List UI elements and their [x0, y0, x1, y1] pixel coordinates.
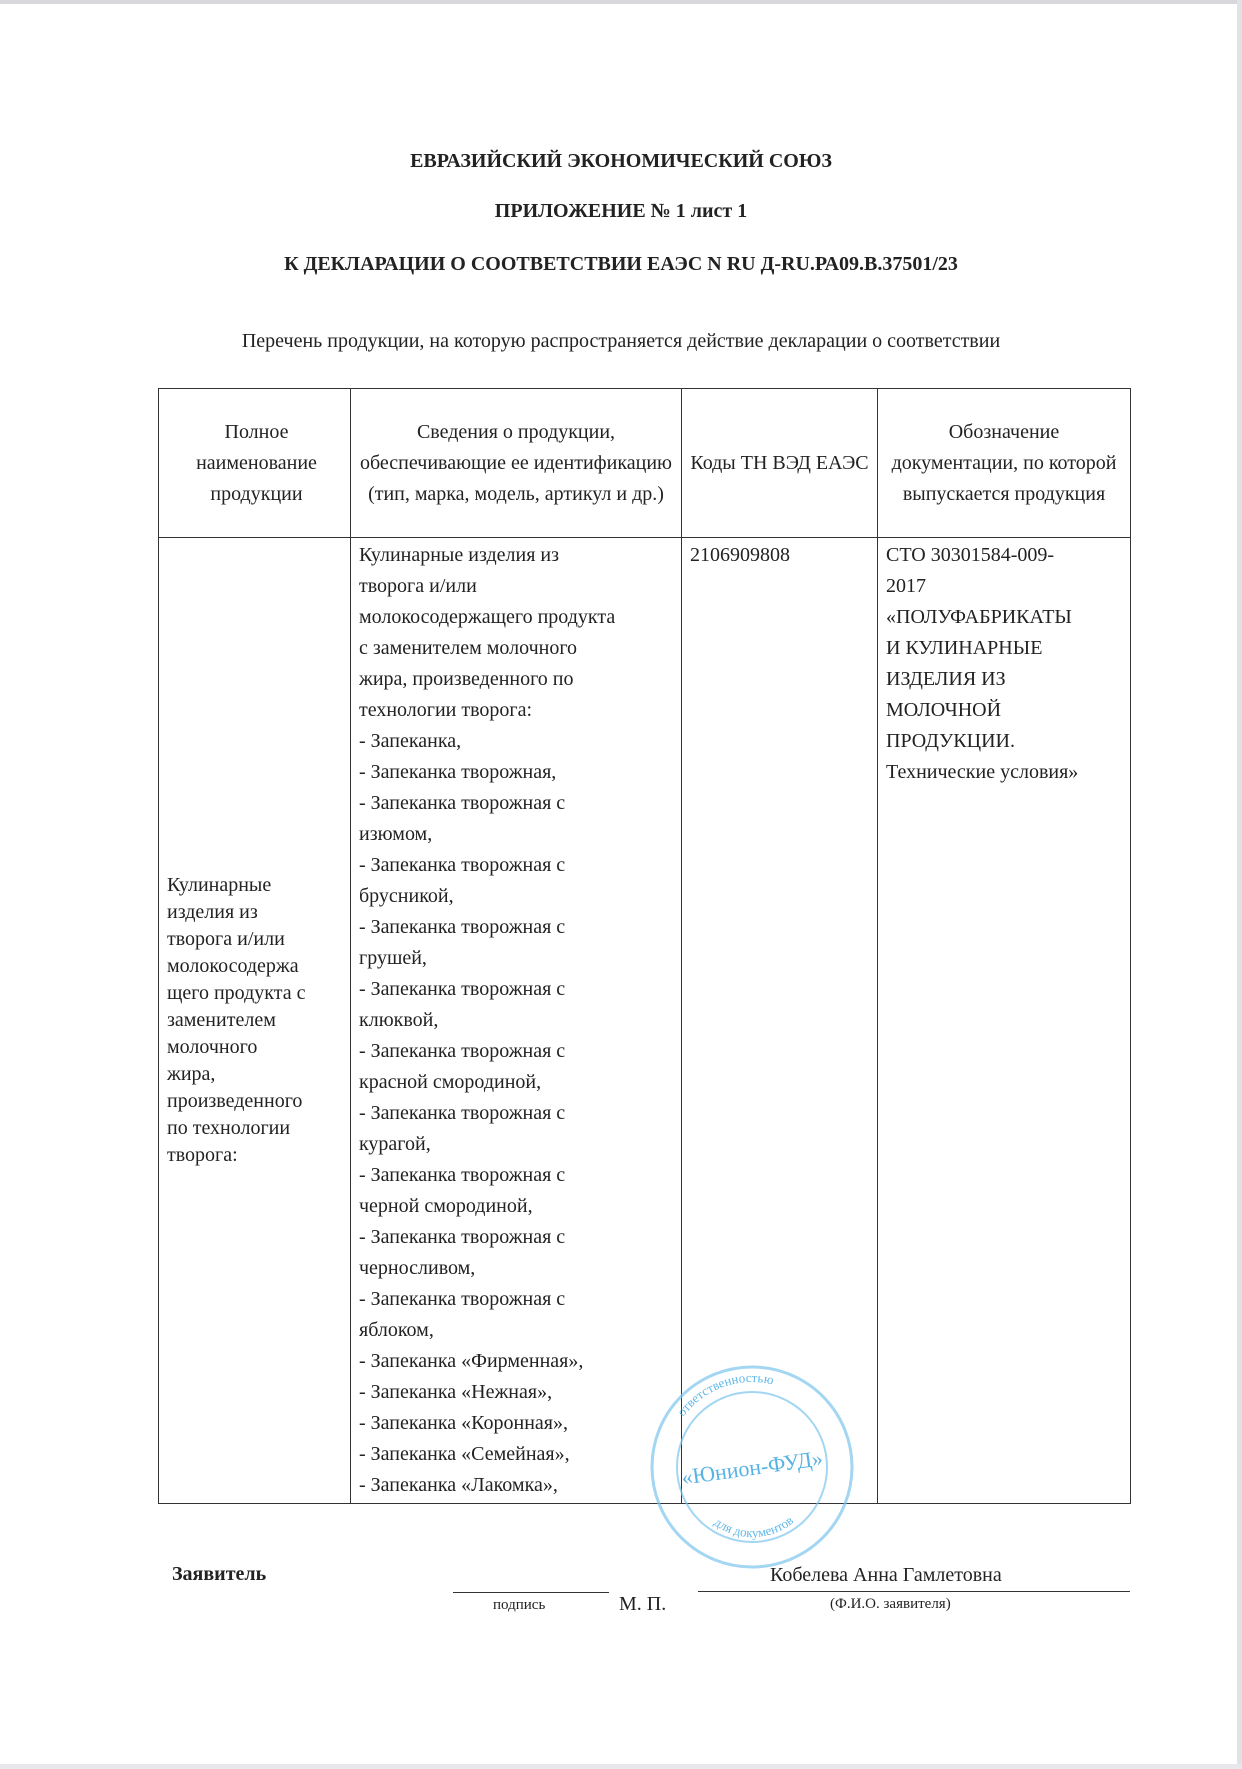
product-code-cell: 2106909808 [682, 538, 878, 1504]
declaration-title: К ДЕКЛАРАЦИИ О СООТВЕТСТВИИ ЕАЭС N RU Д-RU.РА09.В.37501/23 [284, 253, 958, 275]
cell-line: изделия из [167, 901, 258, 923]
header-docs: Обозначение документации, по которой выпускается продукция [878, 389, 1131, 538]
cell-line: - Запеканка творожная с [359, 792, 566, 814]
products-table [158, 388, 1131, 1504]
cell-line: - Запеканка, [359, 730, 462, 752]
cell-line: творога и/или [167, 928, 285, 950]
cell-line: СТО 30301584-009- [886, 544, 1055, 566]
cell-line: - Запеканка «Семейная», [359, 1443, 570, 1465]
cell-line: грушей, [359, 947, 427, 969]
cell-line: Кулинарные изделия из [359, 544, 560, 566]
seal-mark: М. П. [619, 1593, 667, 1615]
applicant-name: Кобелева Анна Гамлетовна [770, 1564, 1002, 1586]
cell-line: - Запеканка «Нежная», [359, 1381, 553, 1403]
cell-line: И КУЛИНАРНЫЕ [886, 637, 1043, 659]
cell-line: - Запеканка творожная с [359, 1226, 566, 1248]
applicant-label: Заявитель [172, 1563, 267, 1585]
cell-line: - Запеканка творожная с [359, 854, 566, 876]
cell-line: черной смородиной, [359, 1195, 533, 1217]
product-name-cell [159, 538, 351, 1504]
union-title: ЕВРАЗИЙСКИЙ ЭКОНОМИЧЕСКИЙ СОЮЗ [410, 150, 832, 172]
cell-line: - Запеканка творожная с [359, 978, 566, 1000]
cell-line: - Запеканка «Фирменная», [359, 1350, 584, 1372]
cell-line: - Запеканка творожная с [359, 1288, 566, 1310]
cell-line: молочного [167, 1036, 258, 1058]
cell-line: молокосодержащего продукта [359, 606, 616, 628]
product-doc-cell [878, 538, 1131, 1504]
cell-line: - Запеканка творожная с [359, 1040, 566, 1062]
cell-line: черносливом, [359, 1257, 476, 1279]
cell-line: красной смородиной, [359, 1071, 542, 1093]
scan-edge [0, 0, 1242, 4]
cell-line: жира, [167, 1063, 216, 1085]
name-line [698, 1591, 1130, 1592]
cell-line: клюквой, [359, 1009, 439, 1031]
cell-line: «ПОЛУФАБРИКАТЫ [886, 606, 1072, 628]
cell-line: - Запеканка творожная с [359, 1102, 566, 1124]
stamp-center: «Юнион-ФУД» [679, 1445, 825, 1490]
table-row [159, 538, 1131, 1504]
cell-line: щего продукта с [167, 982, 306, 1004]
product-info-cell [351, 538, 682, 1504]
cell-line: ИЗДЕЛИЯ ИЗ [886, 668, 1006, 690]
cell-line: творога: [167, 1144, 238, 1166]
subtitle: Перечень продукции, на которую распространяется действие декларации о соответствии [241, 330, 1001, 352]
cell-line: по технологии [167, 1117, 291, 1139]
cell-line: - Запеканка творожная с [359, 1164, 566, 1186]
signature-line [453, 1592, 609, 1593]
company-stamp [645, 1360, 860, 1575]
cell-line: - Запеканка «Коронная», [359, 1412, 568, 1434]
cell-line: с заменителем молочного [359, 637, 578, 659]
stamp-ring-top: ответственностью [673, 1369, 776, 1419]
cell-line: - Запеканка творожная с [359, 916, 566, 938]
cell-line: - Запеканка «Лакомка», [359, 1474, 558, 1496]
cell-line: технологии творога: [359, 699, 533, 721]
cell-line: яблоком, [359, 1319, 434, 1341]
cell-line: произведенного [167, 1090, 303, 1112]
scan-edge [0, 1764, 1242, 1769]
header-name: Полное наименование продукции [159, 389, 351, 538]
cell-line: МОЛОЧНОЙ [886, 699, 1002, 721]
appendix-title: ПРИЛОЖЕНИЕ № 1 лист 1 [494, 200, 748, 222]
cell-line: курагой, [359, 1133, 431, 1155]
header-codes: Коды ТН ВЭД ЕАЭС [682, 389, 878, 538]
cell-line: Технические условия» [886, 761, 1079, 783]
cell-line: ПРОДУКЦИИ. [886, 730, 1015, 752]
cell-line: изюмом, [359, 823, 433, 845]
cell-line: - Запеканка творожная, [359, 761, 557, 783]
name-caption: (Ф.И.О. заявителя) [830, 1596, 951, 1612]
cell-line: молокосодержа [167, 955, 299, 977]
svg-text:ответственностью [674, 1370, 776, 1419]
cell-line: брусникой, [359, 885, 454, 907]
header-info: Сведения о продукции, обеспечивающие ее идентификацию (тип, марка, модель, артикул и др.) [351, 389, 682, 538]
cell-line: Кулинарные [167, 874, 272, 896]
cell-line: 2017 [886, 575, 926, 597]
table-header-row [159, 389, 1131, 538]
stamp-ring-bottom: для документов [711, 1512, 796, 1541]
signature-caption: подпись [493, 1597, 546, 1613]
cell-line: заменителем [167, 1009, 276, 1031]
cell-line: творога и/или [359, 575, 477, 597]
cell-line: жира, произведенного по [359, 668, 574, 690]
